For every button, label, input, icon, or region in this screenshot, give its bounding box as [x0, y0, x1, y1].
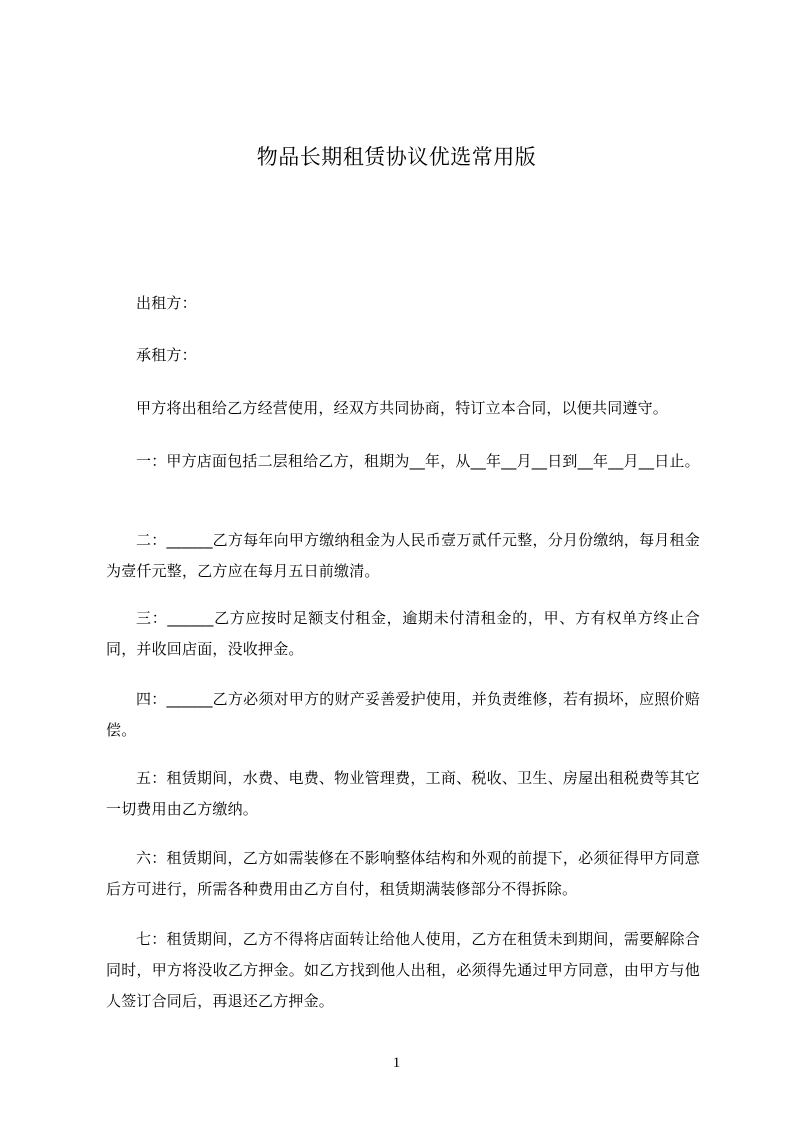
- clause-1-paragraph: 一：甲方店面包括二层租给乙方，租期为__年，从__年__月__日到__年__月__日止。: [136, 452, 700, 470]
- clause-4-paragraph: 四：______乙方必须对甲方的财产妥善爱护使用，并负责维修，若有损坏，应照价赔偿。: [106, 690, 700, 739]
- clause-3-paragraph: 三：______乙方应按时足额支付租金，逾期未付清租金的，甲、方有权单方终止合同，并收回店面，没收押金。: [106, 609, 700, 658]
- clause-5-paragraph: 五：租赁期间，水费、电费、物业管理费，工商、税收、卫生、房屋出租税费等其它一切费用由乙方缴纳。: [106, 769, 700, 818]
- lessor-line: 出租方：: [136, 294, 197, 312]
- preamble-paragraph: 甲方将出租给乙方经营使用，经双方共同协商，特订立本合同，以便共同遵守。: [136, 399, 669, 417]
- page-number: 1: [392, 1055, 401, 1071]
- clause-7-paragraph: 七：租赁期间，乙方不得将店面转让给他人使用，乙方在租赁未到期间，需要解除合同时，甲方将没收乙方押金。如乙方找到他人出租，必须得先通过甲方同意，由甲方与他人签订合同后，再退还乙方押金。: [106, 930, 700, 1010]
- clause-2-paragraph: 二：______乙方每年向甲方缴纳租金为人民币壹万贰仟元整，分月份缴纳，每月租金为壹仟元整，乙方应在每月五日前缴清。: [106, 531, 700, 580]
- document-title: 物品长期租赁协议优选常用版: [256, 145, 537, 169]
- lessee-line: 承租方：: [136, 346, 197, 364]
- clause-6-paragraph: 六：租赁期间，乙方如需装修在不影响整体结构和外观的前提下，必须征得甲方同意后方可进行，所需各种费用由乙方自付，租赁期满装修部分不得拆除。: [106, 849, 700, 898]
